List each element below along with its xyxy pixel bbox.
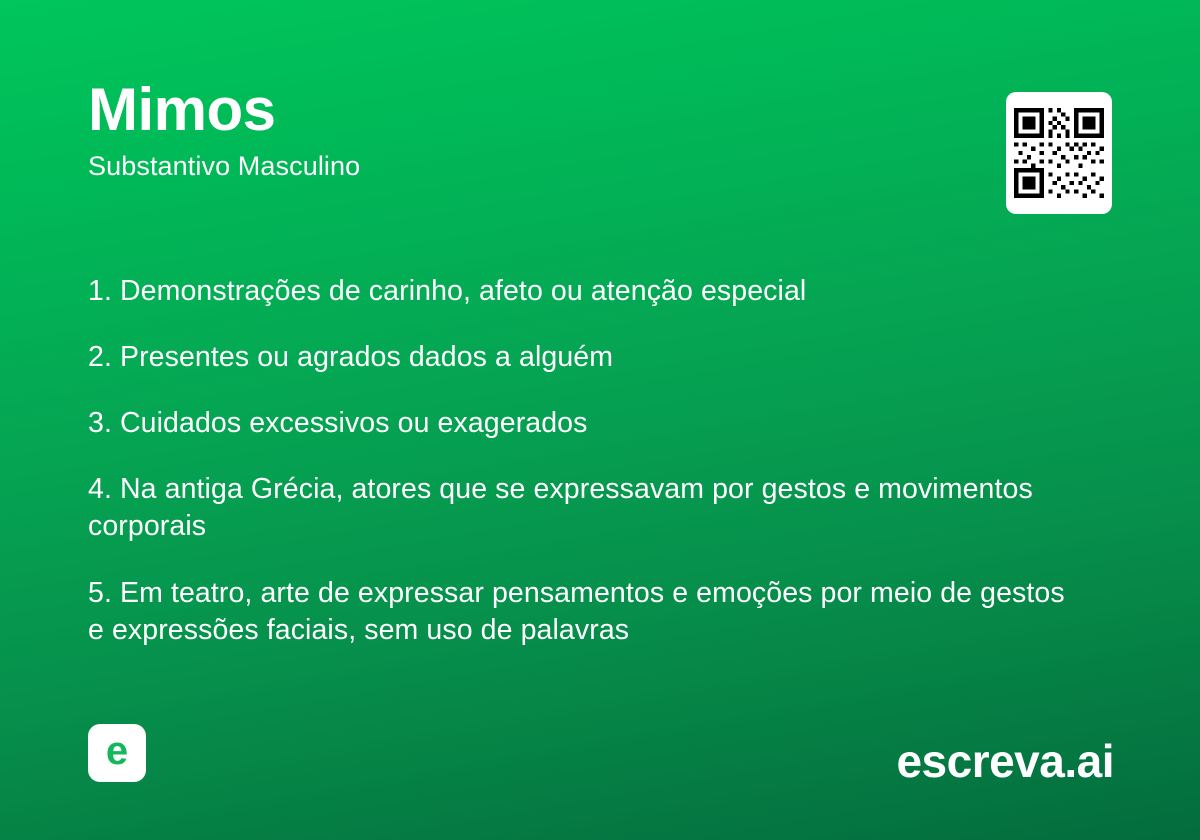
list-item: 3. Cuidados excessivos ou exagerados (88, 406, 588, 439)
brand-wordmark: escreva.ai (896, 735, 1114, 787)
definition-list (88, 244, 1068, 650)
logo-letter: e (105, 729, 129, 773)
list-item: 4. Na antiga Grécia, atores que se expressavam por gestos e movimentos corporais (88, 472, 1033, 543)
escreva-logo-icon (88, 724, 146, 782)
list-item: 2. Presentes ou agrados dados a alguém (88, 340, 614, 373)
list-item: 1. Demonstrações de carinho, afeto ou atenção especial (88, 274, 807, 307)
word-class-label: Substantivo Masculino (88, 151, 361, 181)
page-title: Mimos (88, 76, 276, 143)
card-header (88, 78, 1112, 182)
list-item: 5. Em teatro, arte de expressar pensamentos e emoções por meio de gestos e expressões faciais, sem uso de palavras (88, 576, 1065, 647)
qr-code-icon[interactable] (1006, 92, 1112, 214)
